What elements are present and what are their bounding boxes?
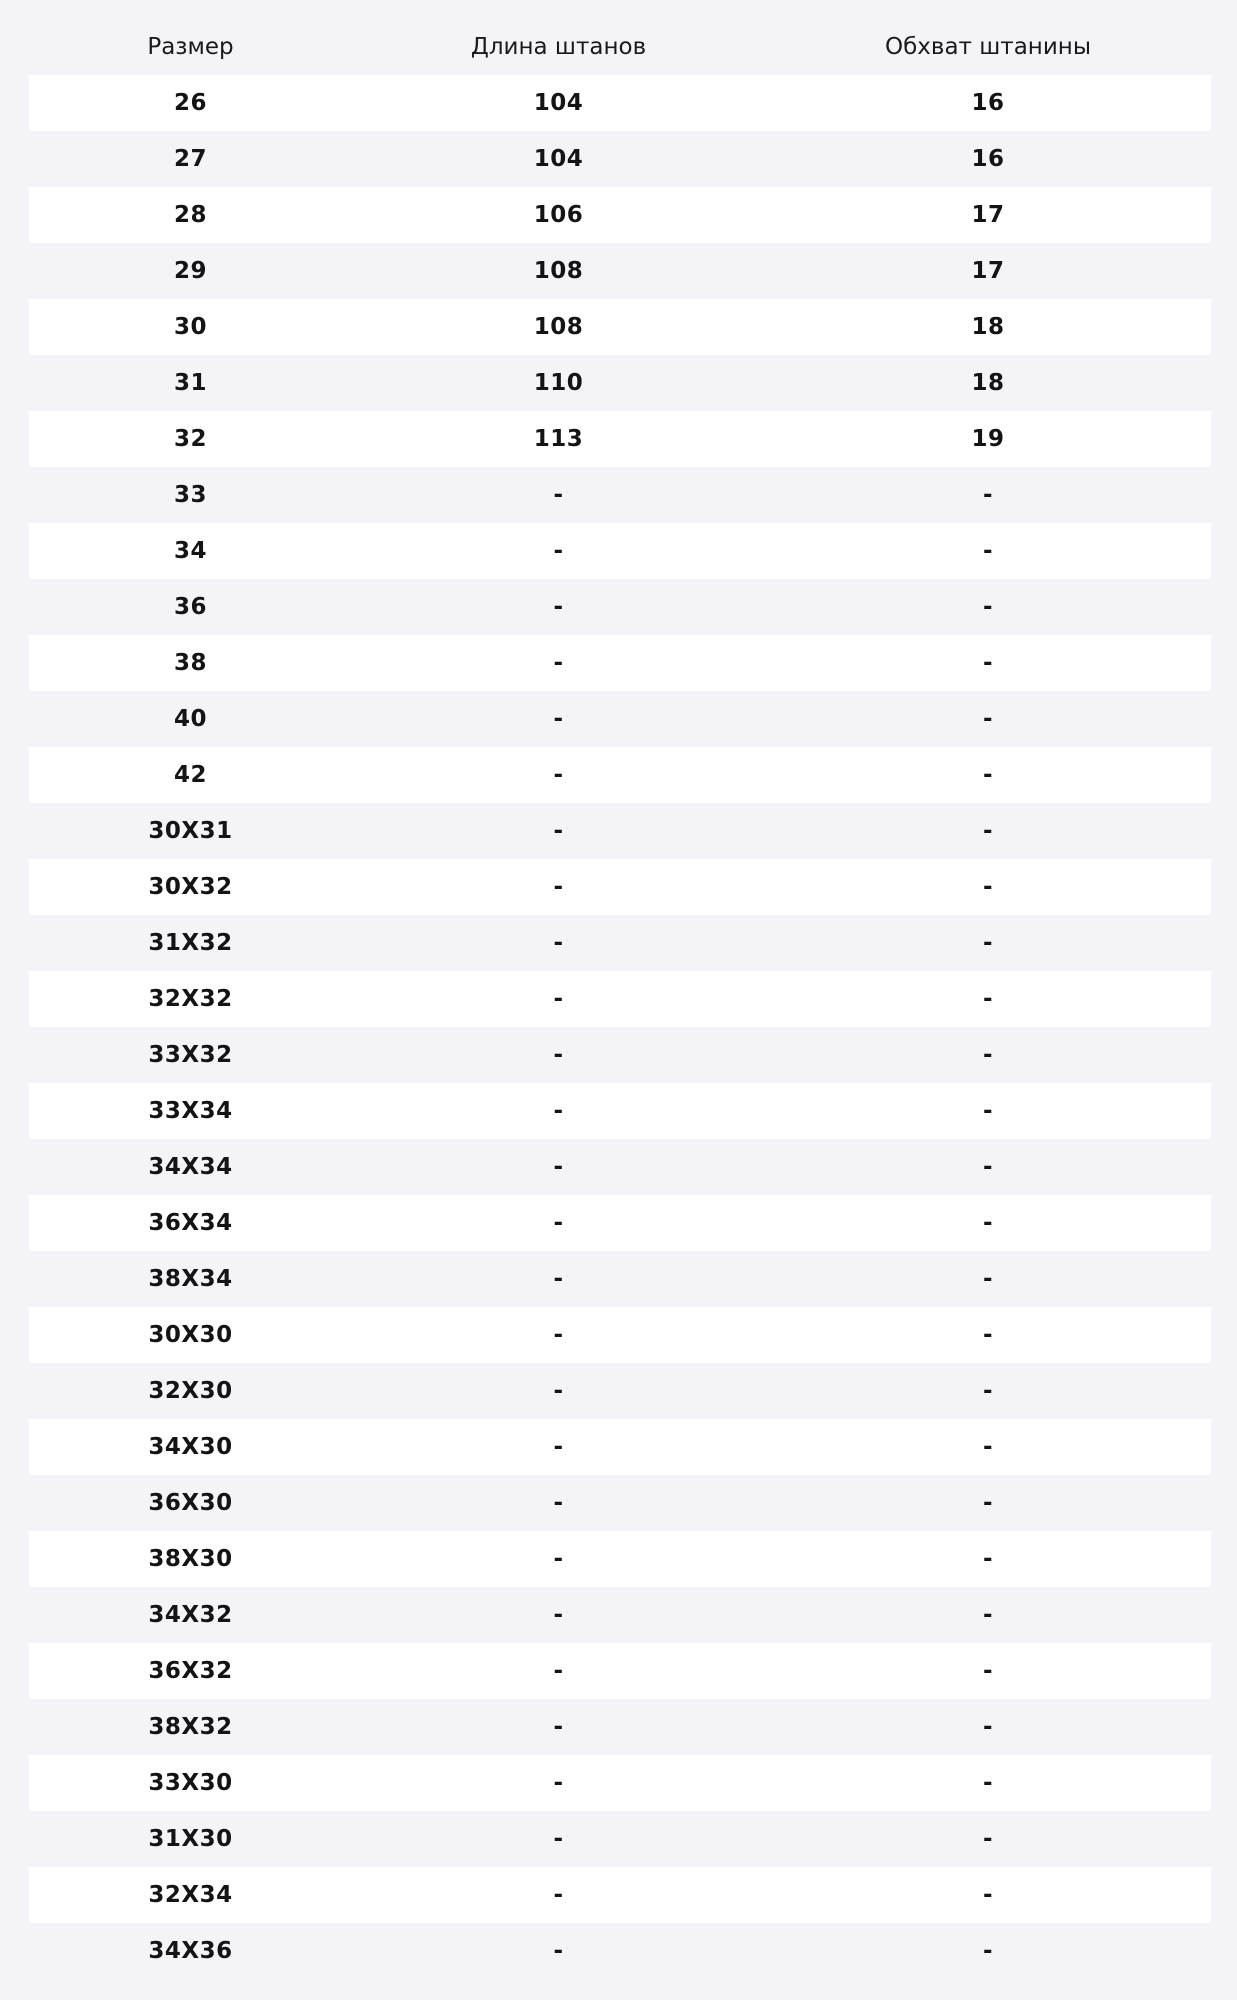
cell-pants-length: - (352, 523, 765, 579)
cell-size: 36 (29, 579, 352, 635)
cell-size: 34X36 (29, 1923, 352, 1979)
cell-pants-length: - (352, 1195, 765, 1251)
cell-pants-length: - (352, 1755, 765, 1811)
cell-pants-length: - (352, 467, 765, 523)
cell-size: 38X30 (29, 1531, 352, 1587)
cell-leg-girth: - (765, 1531, 1211, 1587)
cell-size: 30X32 (29, 859, 352, 915)
table-row (29, 803, 1211, 859)
table-row (29, 299, 1211, 355)
cell-size: 38X34 (29, 1251, 352, 1307)
cell-leg-girth: - (765, 915, 1211, 971)
table-row (29, 1587, 1211, 1643)
cell-leg-girth: - (765, 859, 1211, 915)
cell-pants-length: 104 (352, 131, 765, 187)
cell-size: 34X30 (29, 1419, 352, 1475)
cell-pants-length: - (352, 1083, 765, 1139)
cell-size: 34X34 (29, 1139, 352, 1195)
header-pants-length: Длина штанов (470, 34, 647, 60)
cell-leg-girth: - (765, 1867, 1211, 1923)
cell-leg-girth: - (765, 1139, 1211, 1195)
cell-size: 36X30 (29, 1475, 352, 1531)
cell-size: 34 (29, 523, 352, 579)
table-row (29, 355, 1211, 411)
cell-leg-girth: 19 (765, 411, 1211, 467)
cell-pants-length: 108 (352, 299, 765, 355)
cell-pants-length: - (352, 1363, 765, 1419)
cell-size: 42 (29, 747, 352, 803)
table-body (29, 75, 1211, 1979)
cell-pants-length: 106 (352, 187, 765, 243)
cell-size: 33X32 (29, 1027, 352, 1083)
cell-leg-girth: - (765, 1251, 1211, 1307)
cell-leg-girth: 17 (765, 187, 1211, 243)
table-header-row (29, 19, 1211, 75)
cell-leg-girth: 16 (765, 75, 1211, 131)
cell-leg-girth: - (765, 1699, 1211, 1755)
cell-size: 30X30 (29, 1307, 352, 1363)
table-row (29, 75, 1211, 131)
cell-size: 29 (29, 243, 352, 299)
table-row (29, 915, 1211, 971)
cell-pants-length: - (352, 1699, 765, 1755)
cell-leg-girth: - (765, 747, 1211, 803)
table-row (29, 131, 1211, 187)
cell-leg-girth: 18 (765, 299, 1211, 355)
cell-size: 30X31 (29, 803, 352, 859)
cell-size: 36X32 (29, 1643, 352, 1699)
table-row (29, 467, 1211, 523)
table-row (29, 411, 1211, 467)
cell-pants-length: - (352, 1643, 765, 1699)
cell-pants-length: - (352, 1923, 765, 1979)
cell-size: 34X32 (29, 1587, 352, 1643)
cell-pants-length: - (352, 691, 765, 747)
cell-leg-girth: - (765, 1027, 1211, 1083)
table-row (29, 1699, 1211, 1755)
cell-pants-length: - (352, 1475, 765, 1531)
cell-leg-girth: - (765, 691, 1211, 747)
table-row (29, 579, 1211, 635)
cell-leg-girth: - (765, 1587, 1211, 1643)
table-row (29, 1139, 1211, 1195)
cell-leg-girth: - (765, 523, 1211, 579)
cell-size: 33X34 (29, 1083, 352, 1139)
cell-size: 31X32 (29, 915, 352, 971)
cell-pants-length: - (352, 1531, 765, 1587)
cell-pants-length: - (352, 1587, 765, 1643)
cell-pants-length: - (352, 1867, 765, 1923)
cell-size: 32X30 (29, 1363, 352, 1419)
table-row (29, 1643, 1211, 1699)
cell-leg-girth: - (765, 1419, 1211, 1475)
cell-pants-length: - (352, 1307, 765, 1363)
cell-size: 38X32 (29, 1699, 352, 1755)
cell-leg-girth: - (765, 803, 1211, 859)
table-row (29, 187, 1211, 243)
table-row (29, 1923, 1211, 1979)
table-row (29, 747, 1211, 803)
cell-pants-length: - (352, 1419, 765, 1475)
cell-pants-length: - (352, 635, 765, 691)
cell-pants-length: 110 (352, 355, 765, 411)
table-row (29, 1307, 1211, 1363)
table-row (29, 1083, 1211, 1139)
table-row (29, 691, 1211, 747)
cell-pants-length: - (352, 579, 765, 635)
cell-pants-length: - (352, 1027, 765, 1083)
cell-leg-girth: - (765, 579, 1211, 635)
cell-leg-girth: - (765, 1755, 1211, 1811)
cell-leg-girth: - (765, 635, 1211, 691)
table-row (29, 1195, 1211, 1251)
cell-pants-length: - (352, 803, 765, 859)
cell-leg-girth: - (765, 1363, 1211, 1419)
cell-leg-girth: - (765, 971, 1211, 1027)
cell-size: 32X34 (29, 1867, 352, 1923)
cell-pants-length: - (352, 971, 765, 1027)
cell-pants-length: 113 (352, 411, 765, 467)
table-row (29, 1027, 1211, 1083)
size-chart-panel (3, 3, 1234, 1997)
table-row (29, 859, 1211, 915)
cell-size: 32 (29, 411, 352, 467)
table-row (29, 1419, 1211, 1475)
table-row (29, 1363, 1211, 1419)
cell-leg-girth: - (765, 1307, 1211, 1363)
header-size: Размер (147, 34, 234, 60)
cell-leg-girth: - (765, 1083, 1211, 1139)
cell-size: 33X30 (29, 1755, 352, 1811)
table-row (29, 1475, 1211, 1531)
cell-size: 38 (29, 635, 352, 691)
cell-leg-girth: 16 (765, 131, 1211, 187)
table-row (29, 971, 1211, 1027)
cell-size: 36X34 (29, 1195, 352, 1251)
cell-leg-girth: - (765, 1195, 1211, 1251)
cell-size: 28 (29, 187, 352, 243)
cell-size: 31 (29, 355, 352, 411)
cell-pants-length: 104 (352, 75, 765, 131)
table-row (29, 1811, 1211, 1867)
cell-size: 31X30 (29, 1811, 352, 1867)
cell-pants-length: - (352, 915, 765, 971)
cell-pants-length: - (352, 1251, 765, 1307)
cell-leg-girth: - (765, 1475, 1211, 1531)
cell-leg-girth: 17 (765, 243, 1211, 299)
cell-size: 40 (29, 691, 352, 747)
cell-size: 33 (29, 467, 352, 523)
table-row (29, 243, 1211, 299)
cell-size: 32X32 (29, 971, 352, 1027)
cell-leg-girth: 18 (765, 355, 1211, 411)
size-table (29, 19, 1211, 1979)
table-row (29, 1251, 1211, 1307)
cell-pants-length: 108 (352, 243, 765, 299)
cell-pants-length: - (352, 1811, 765, 1867)
table-row (29, 1755, 1211, 1811)
cell-size: 26 (29, 75, 352, 131)
table-row (29, 523, 1211, 579)
cell-size: 27 (29, 131, 352, 187)
cell-leg-girth: - (765, 1923, 1211, 1979)
table-row (29, 1531, 1211, 1587)
header-leg-girth: Обхват штанины (885, 34, 1091, 60)
cell-pants-length: - (352, 747, 765, 803)
cell-leg-girth: - (765, 1811, 1211, 1867)
cell-leg-girth: - (765, 467, 1211, 523)
cell-size: 30 (29, 299, 352, 355)
cell-pants-length: - (352, 1139, 765, 1195)
cell-leg-girth: - (765, 1643, 1211, 1699)
cell-pants-length: - (352, 859, 765, 915)
table-row (29, 635, 1211, 691)
table-row (29, 1867, 1211, 1923)
